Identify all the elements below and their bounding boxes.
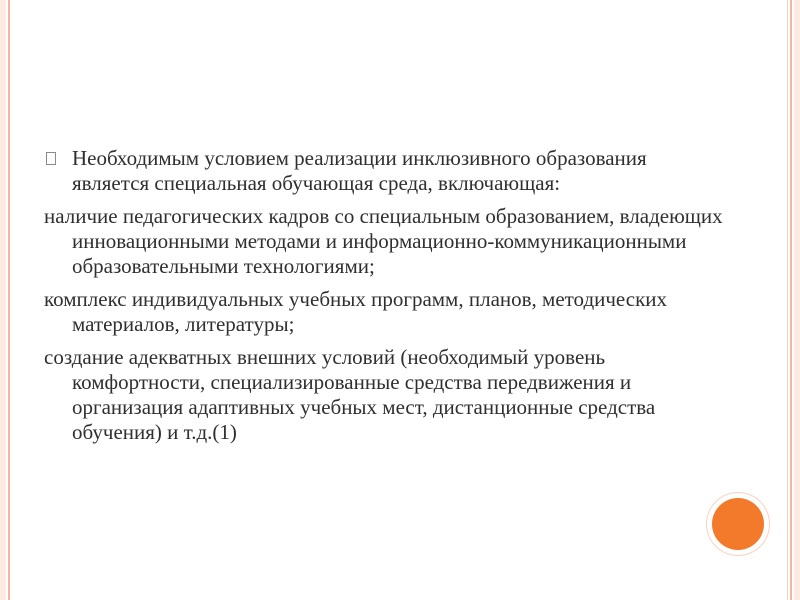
paragraph-text: комплекс индивидуальных учебных программ, планов, методических материалов, литературы; [44, 287, 668, 336]
right-border-decoration [794, 0, 800, 600]
paragraph-intro [44, 146, 724, 196]
left-border-decoration [0, 0, 6, 600]
accent-circle-decoration [712, 498, 764, 550]
right-border-line [790, 0, 792, 600]
paragraph-programs [44, 287, 724, 337]
paragraph-text: создание адекватных внешних условий (необходимый уровень комфортности, специализированные средства передвижения и организация адаптивных учебных мест, дистанционные средства обучения) и т.д.(1) [44, 345, 656, 444]
right-border-thin-line [787, 0, 788, 600]
slide-body [44, 146, 724, 453]
paragraph-text: наличие педагогических кадров со специальным образованием, владеющих инновационными методами и информационно-коммуникационными образовательными технологиями; [44, 204, 723, 278]
paragraph-staff [44, 204, 724, 279]
left-border-line [8, 0, 10, 600]
paragraph-conditions [44, 345, 724, 445]
bullet-icon [46, 152, 56, 165]
paragraph-text: Необходимым условием реализации инклюзивного образования является специальная обучающая среда, включающая: [72, 146, 647, 195]
